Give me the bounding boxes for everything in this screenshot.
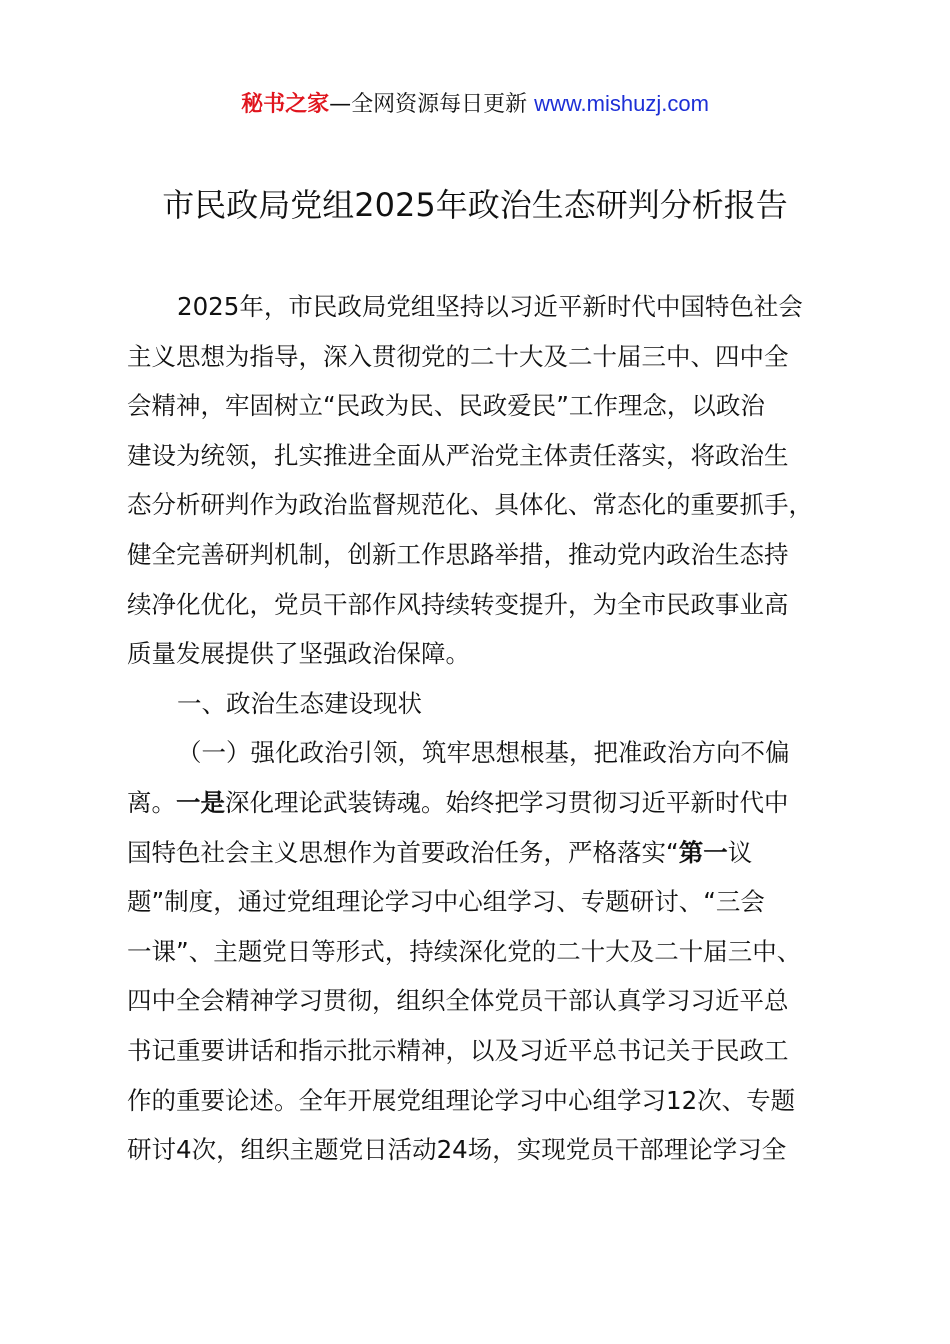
paragraph-line: 作的重要论述。全年开展党组理论学习中心组学习12次、专题 <box>127 1085 796 1115</box>
text-run: 深化理论武装铸魂。始终把学习贯彻习近平新时代中 <box>225 787 789 817</box>
paragraph-line: 四中全会精神学习贯彻，组织全体党员干部认真学习习近平总 <box>127 986 789 1016</box>
paragraph-line: 一课”、主题党日等形式，持续深化党的二十大及二十届三中、 <box>127 936 802 966</box>
site-brand: 秘书之家 <box>241 92 330 117</box>
site-tagline: —全网资源每日更新 <box>329 92 535 117</box>
paragraph-line <box>127 778 833 828</box>
paragraph-line: 书记重要讲话和指示批示精神，以及习近平总书记关于民政工 <box>127 1035 789 1065</box>
paragraph-line: 主义思想为指导，深入贯彻党的二十大及二十届三中、四中全 <box>127 341 789 371</box>
document-title: 市民政局党组2025年政治生态研判分析报告 <box>162 186 788 224</box>
text-run: 国特色社会主义思想作为首要政治任务，严格落实“ <box>127 837 679 867</box>
document-body <box>127 282 833 1175</box>
paragraph-line: 态分析研判作为政治监督规范化、具体化、常态化的重要抓手， <box>127 490 813 520</box>
paragraph-line: 质量发展提供了坚强政治保障。 <box>127 639 470 669</box>
paragraph-line: 题”制度，通过党组理论学习中心组学习、专题研讨、“三会 <box>127 887 765 917</box>
paragraph-line: 2025年，市民政局党组坚持以习近平新时代中国特色社会 <box>177 292 803 321</box>
bold-run: 第一 <box>678 837 728 867</box>
paragraph-line: 会精神，牢固树立“民政为民、民政爱民”工作理念，以政治 <box>127 391 765 421</box>
paragraph-line: 健全完善研判机制，创新工作思路举措，推动党内政治生态持 <box>127 539 789 569</box>
paragraph-line: 建设为统领，扎实推进全面从严治党主体责任落实，将政治生 <box>127 440 789 470</box>
text-run: 议 <box>727 837 753 867</box>
section-heading: 一、政治生态建设现状 <box>177 688 422 718</box>
subsection-heading: （一）强化政治引领，筑牢思想根基，把准政治方向不偏 <box>177 738 790 768</box>
text-run: 离。 <box>127 787 176 817</box>
paragraph-line: 续净化优化，党员干部作风持续转变提升，为全市民政事业高 <box>127 589 789 619</box>
bold-run: 一是 <box>176 787 225 817</box>
paragraph-line <box>127 828 833 878</box>
paragraph-line: 研讨4次，组织主题党日活动24场，实现党员干部理论学习全 <box>127 1135 787 1165</box>
site-url-link[interactable]: www.mishuzj.com <box>534 91 709 116</box>
site-header <box>0 88 950 121</box>
